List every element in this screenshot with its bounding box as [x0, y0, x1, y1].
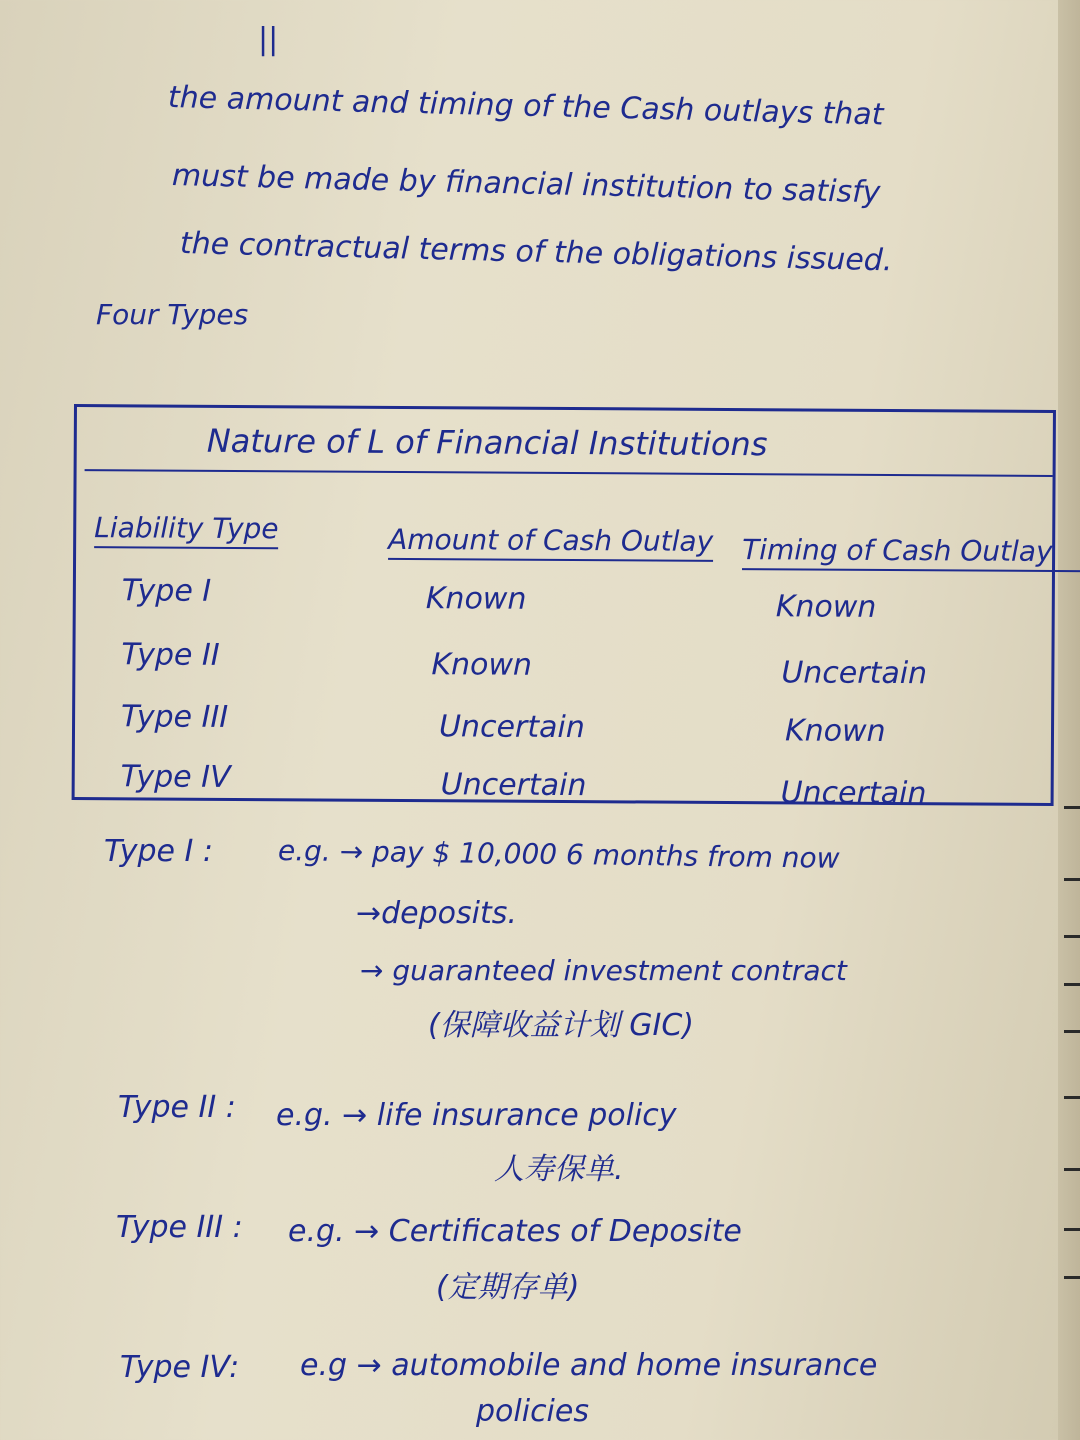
row-type3-label: Type III	[120, 699, 229, 735]
page-edge-mark	[1064, 1168, 1080, 1171]
page-edge-mark	[1064, 1276, 1080, 1279]
type1-example-line-1: e.g. → pay $ 10,000 6 months from now	[277, 834, 840, 875]
row-type2-label: Type II	[121, 637, 220, 673]
table-title-rule	[85, 469, 1053, 477]
type3-example-line-1: e.g. → Certificates of Deposite	[288, 1214, 742, 1249]
page-edge-mark	[1064, 1228, 1080, 1231]
definition-line-3: the contractual terms of the obligations issued.	[179, 226, 893, 279]
row-type3-amount: Uncertain	[438, 709, 585, 746]
type4-example-line-1: e.g → automobile and home insurance	[300, 1348, 878, 1383]
page-edge	[1058, 0, 1080, 1440]
liability-nature-table	[72, 404, 1056, 812]
page-edge-mark	[1064, 878, 1080, 881]
page-edge-mark	[1064, 806, 1080, 809]
row-type1-label: Type I	[121, 573, 212, 609]
row-type4-timing: Uncertain	[780, 775, 927, 812]
page-edge-mark	[1064, 1096, 1080, 1099]
type2-example-line-2: 人寿保单.	[494, 1152, 624, 1187]
type1-example-line-2: →deposits.	[356, 896, 517, 931]
type3-example-label: Type III :	[116, 1210, 243, 1245]
row-type2-timing: Uncertain	[781, 655, 928, 692]
page-edge-mark	[1064, 935, 1080, 938]
type1-example-label: Type I :	[104, 834, 213, 869]
page-edge-mark	[1064, 983, 1080, 986]
row-type3-timing: Known	[784, 713, 886, 749]
definition-line-2: must be made by financial institution to satisfy	[171, 158, 881, 211]
row-type1-timing: Known	[775, 589, 877, 625]
row-type4-amount: Uncertain	[440, 767, 587, 804]
row-type1-amount: Known	[425, 581, 527, 617]
type2-example-line-1: e.g. → life insurance policy	[276, 1098, 677, 1133]
header-amount-of-cash-outlay: Amount of Cash Outlay	[388, 523, 713, 562]
type3-example-line-2: (定期存单)	[436, 1270, 580, 1305]
header-liability-type: Liability Type	[94, 511, 279, 549]
type2-example-label: Type II :	[118, 1090, 236, 1125]
equals-mark: ||	[258, 22, 279, 57]
type4-example-line-2: policies	[476, 1394, 589, 1429]
type1-example-line-4: (保障收益计划 GIC)	[428, 1008, 694, 1043]
header-timing-of-cash-outlay: Timing of Cash Outlay	[742, 533, 1080, 572]
table-title: Nature of L of Financial Institutions	[206, 421, 768, 464]
type4-example-label: Type IV:	[120, 1350, 240, 1385]
page-edge-mark	[1064, 1030, 1080, 1033]
definition-line-1: the amount and timing of the Cash outlays that	[167, 80, 884, 133]
type1-example-line-3: → guaranteed investment contract	[360, 954, 847, 987]
row-type2-amount: Known	[431, 647, 533, 683]
row-type4-label: Type IV	[120, 759, 231, 795]
four-types-label: Four Types	[96, 298, 249, 331]
